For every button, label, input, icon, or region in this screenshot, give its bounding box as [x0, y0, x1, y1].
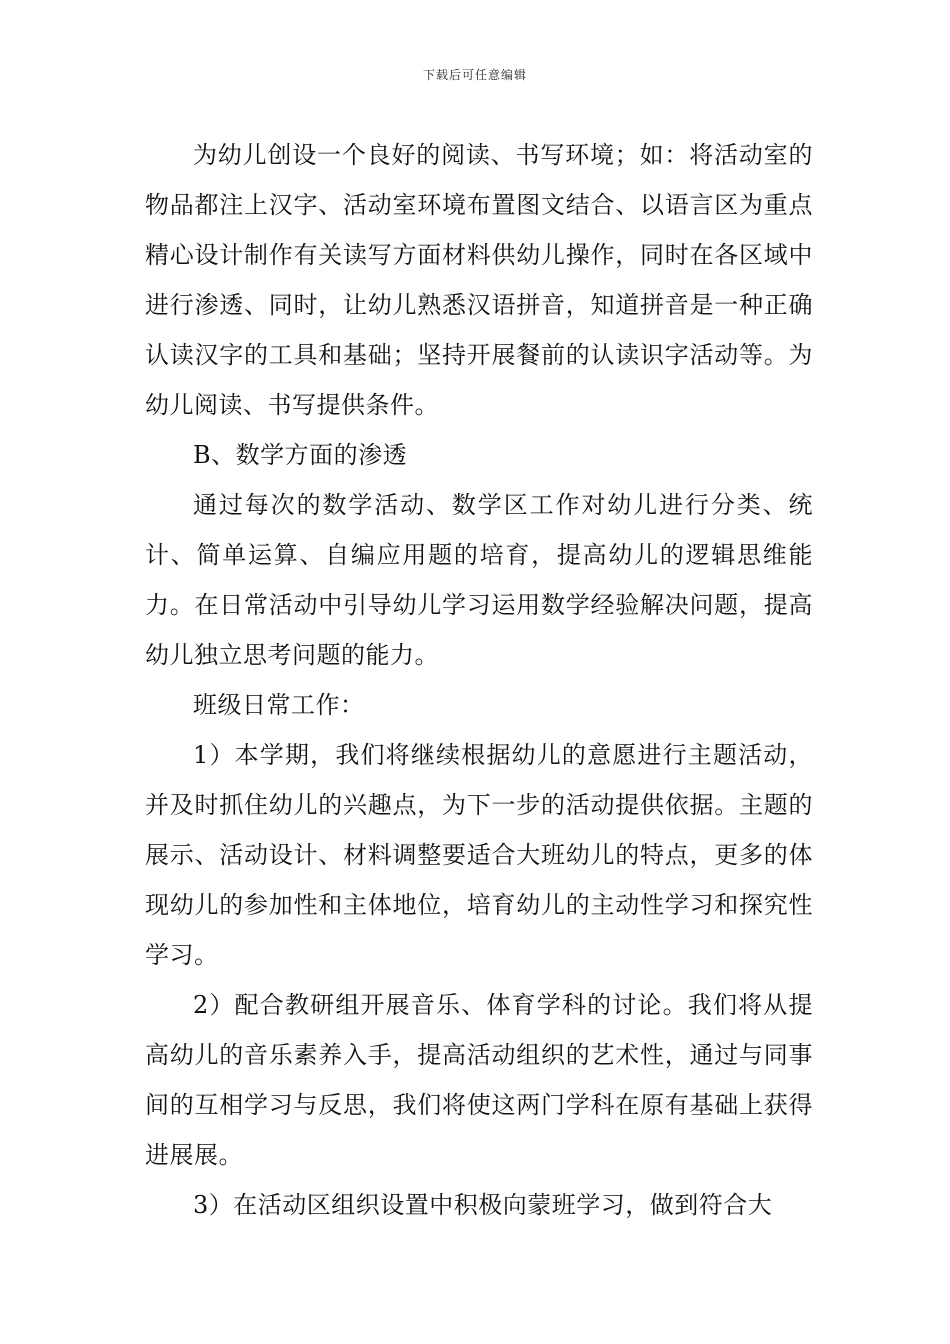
- page-header: 下载后可任意编辑: [422, 68, 527, 82]
- paragraph-item-1: 1）本学期，我们将继续根据幼儿的意愿进行主题活动，并及时抓住幼儿的兴趣点，为下一步的活动提供依据。主题的展示、活动设计、材料调整要适合大班幼儿的特点，更多的体现幼儿的参加性和主体地位，培育幼儿的主动性学习和探究性学习。: [145, 741, 813, 969]
- section-heading-math: B、数学方面的渗透: [193, 441, 408, 469]
- document-body: [145, 130, 813, 1230]
- paragraph-math-activities: 通过每次的数学活动、数学区工作对幼儿进行分类、统计、简单运算、自编应用题的培育，提高幼儿的逻辑思维能力。在日常活动中引导幼儿学习运用数学经验解决问题，提高幼儿独立思考问题的能力。: [145, 491, 813, 669]
- paragraph-item-3: 3）在活动区组织设置中积极向蒙班学习，做到符合大: [193, 1191, 773, 1219]
- paragraph-reading-environment: 为幼儿创设一个良好的阅读、书写环境；如：将活动室的物品都注上汉字、活动室环境布置图文结合、以语言区为重点精心设计制作有关读写方面材料供幼儿操作，同时在各区域中进行渗透、同时，让幼儿熟悉汉语拼音，知道拼音是一种正确认读汉字的工具和基础；坚持开展餐前的认读识字活动等。为幼儿阅读、书写提供条件。: [145, 141, 813, 419]
- section-heading-daily-work: 班级日常工作：: [193, 691, 365, 719]
- paragraph-item-2: 2）配合教研组开展音乐、体育学科的讨论。我们将从提高幼儿的音乐素养入手，提高活动组织的艺术性，通过与同事间的互相学习与反思，我们将使这两门学科在原有基础上获得进展展。: [145, 991, 813, 1169]
